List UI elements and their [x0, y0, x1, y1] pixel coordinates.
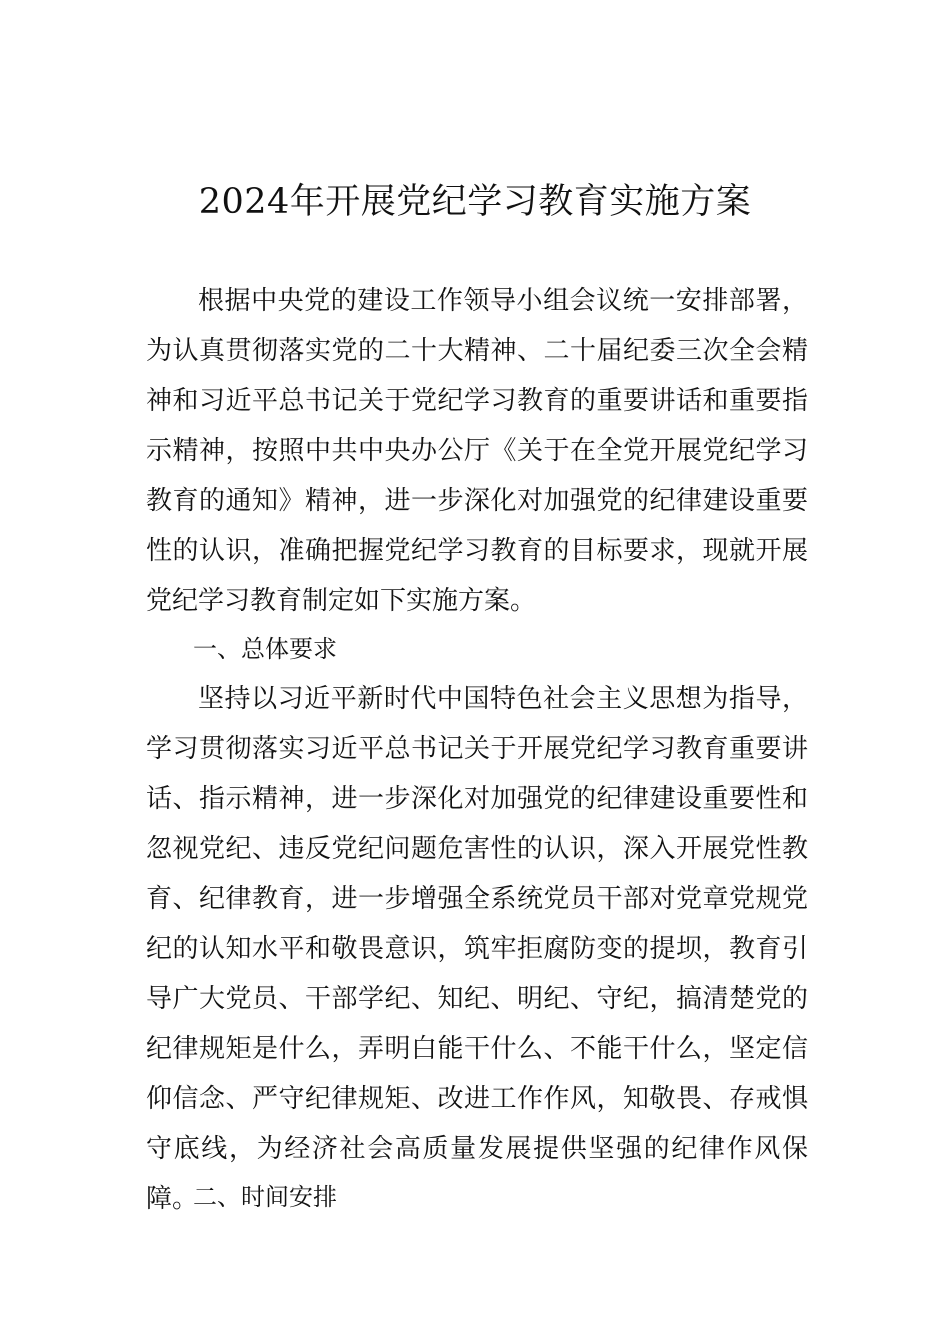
overall-requirements-paragraph: 坚持以习近平新时代中国特色社会主义思想为指导，学习贯彻落实习近平总书记关于开展党纪学习教育重要讲话、指示精神，进一步深化对加强党的纪律建设重要性和忽视党纪、违反党纪问题危害性的认识，深入开展党性教育、纪律教育，进一步增强全系统党员干部对党章党规党纪的认知水平和敬畏意识，筑牢拒腐防变的提坝，教育引导广大党员、干部学纪、知纪、明纪、守纪，搞清楚党的纪律规矩是什么，弄明白能干什么、不能干什么，坚定信仰信念、严守纪律规矩、改进工作作风，知敬畏、存戒惧守底线，为经济社会高质量发展提供坚强的纪律作风保障。	[146, 684, 808, 1214]
intro-paragraph: 根据中央党的建设工作领导小组会议统一安排部署，为认真贯彻落实党的二十大精神、二十届纪委三次全会精神和习近平总书记关于党纪学习教育的重要讲话和重要指示精神，按照中共中央办公厅《关于在全党开展党纪学习教育的通知》精神，进一步深化对加强党的纪律建设重要性的认识，准确把握党纪学习教育的目标要求，现就开展党纪学习教育制定如下实施方案。	[146, 286, 808, 616]
document-title: 2024年开展党纪学习教育实施方案	[198, 182, 752, 222]
section-heading-overall-requirements: 一、总体要求	[193, 635, 337, 663]
section-heading-schedule: 二、时间安排	[193, 1183, 337, 1211]
